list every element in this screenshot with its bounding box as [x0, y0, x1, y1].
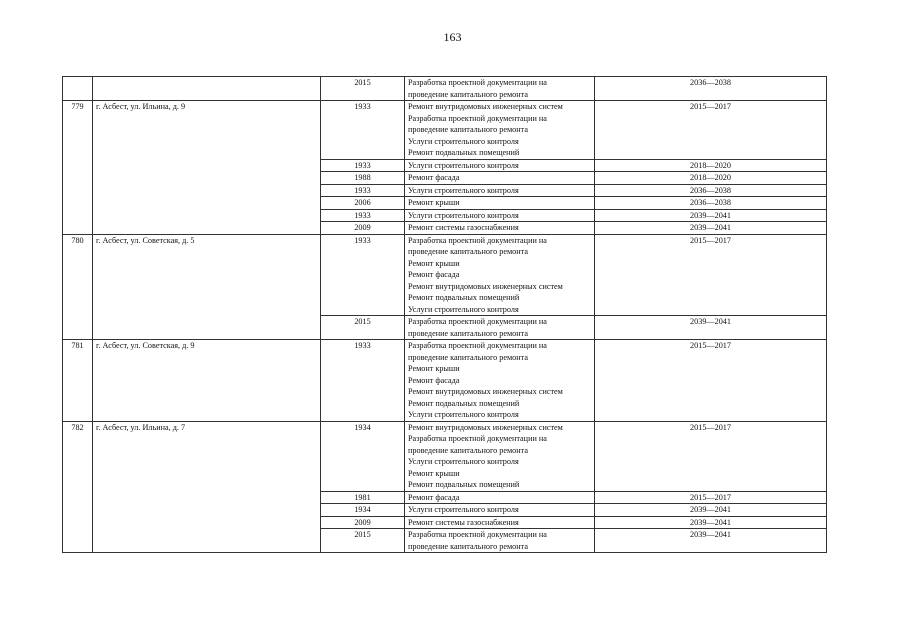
work-line: Ремонт системы газоснабжения — [408, 517, 519, 527]
work-line: проведение капитального ремонта — [408, 247, 528, 256]
period-cell: 2039—2041 — [595, 222, 827, 235]
works-cell — [405, 234, 595, 316]
year-cell: 1981 — [321, 491, 405, 504]
period-cell: 2015—2017 — [595, 491, 827, 504]
object-number-cell: 781 — [63, 340, 93, 422]
work-line: Ремонт крыши — [408, 468, 460, 478]
year-cell: 1933 — [321, 340, 405, 422]
work-line: Услуги строительного контроля — [408, 457, 519, 466]
work-line: Разработка проектной документации на — [408, 235, 547, 245]
work-line: Разработка проектной документации на — [408, 341, 547, 350]
table-row — [63, 77, 827, 101]
year-cell: 1933 — [321, 234, 405, 316]
period-cell: 2018—2020 — [595, 159, 827, 172]
works-cell — [405, 421, 595, 491]
period-cell: 2036—2038 — [595, 77, 827, 101]
table-row — [63, 421, 827, 491]
year-cell: 2015 — [321, 77, 405, 101]
work-line: Ремонт внутридомовых инженерных систем — [408, 387, 563, 396]
work-line: Услуги строительного контроля — [408, 160, 519, 170]
period-cell: 2015—2017 — [595, 421, 827, 491]
year-cell: 2015 — [321, 316, 405, 340]
work-line: Ремонт фасада — [408, 173, 460, 182]
work-line: Ремонт крыши — [408, 198, 460, 207]
work-line: Ремонт подвальных помещений — [408, 480, 520, 489]
year-cell: 2009 — [321, 222, 405, 235]
period-cell: 2018—2020 — [595, 172, 827, 185]
work-line: проведение капитального ремонта — [408, 328, 528, 338]
work-line: проведение капитального ремонта — [408, 125, 528, 134]
address-cell: г. Асбест, ул. Советская, д. 5 — [93, 234, 321, 340]
works-cell — [405, 172, 595, 185]
work-line: Ремонт подвальных помещений — [408, 148, 520, 157]
works-cell — [405, 340, 595, 422]
year-cell: 2009 — [321, 516, 405, 529]
work-line: Ремонт крыши — [408, 364, 460, 373]
works-cell — [405, 101, 595, 160]
work-line: Ремонт внутридомовых инженерных систем — [408, 281, 563, 291]
period-cell: 2015—2017 — [595, 234, 827, 316]
work-line: Услуги строительного контроля — [408, 185, 519, 195]
year-cell: 1988 — [321, 172, 405, 185]
work-line: Разработка проектной документации на — [408, 113, 547, 123]
period-cell: 2039—2041 — [595, 504, 827, 517]
object-number-cell: 779 — [63, 101, 93, 235]
work-line: Услуги строительного контроля — [408, 210, 519, 220]
work-line: Разработка проектной документации на — [408, 530, 547, 539]
year-cell: 2006 — [321, 197, 405, 210]
work-line: Услуги строительного контроля — [408, 136, 519, 146]
address-cell: г. Асбест, ул. Советская, д. 9 — [93, 340, 321, 422]
work-line: Ремонт фасада — [408, 492, 460, 502]
year-cell: 1933 — [321, 159, 405, 172]
work-line: Ремонт подвальных помещений — [408, 398, 520, 408]
page-number: 163 — [443, 30, 462, 44]
works-cell — [405, 316, 595, 340]
work-line: Услуги строительного контроля — [408, 410, 519, 419]
period-cell: 2039—2041 — [595, 529, 827, 553]
address-cell — [93, 77, 321, 101]
period-cell: 2015—2017 — [595, 340, 827, 422]
work-line: Разработка проектной документации на — [408, 317, 547, 326]
work-line: проведение капитального ремонта — [408, 352, 528, 362]
works-cell — [405, 491, 595, 504]
address-cell: г. Асбест, ул. Ильина, д. 7 — [93, 421, 321, 553]
works-cell — [405, 516, 595, 529]
year-cell: 1933 — [321, 101, 405, 160]
table-row — [63, 101, 827, 160]
year-cell: 1934 — [321, 421, 405, 491]
work-line: Разработка проектной документации на — [408, 78, 547, 87]
object-number-cell: 780 — [63, 234, 93, 340]
works-cell — [405, 159, 595, 172]
work-line: проведение капитального ремонта — [408, 541, 528, 551]
work-line: проведение капитального ремонта — [408, 445, 528, 455]
works-cell — [405, 197, 595, 210]
work-line: Ремонт фасада — [408, 375, 460, 385]
period-cell: 2036—2038 — [595, 184, 827, 197]
work-line: Ремонт системы газоснабжения — [408, 223, 519, 232]
table-row — [63, 340, 827, 422]
year-cell: 1933 — [321, 184, 405, 197]
period-cell: 2039—2041 — [595, 209, 827, 222]
work-line: Разработка проектной документации на — [408, 434, 547, 443]
works-cell — [405, 504, 595, 517]
work-line: Ремонт фасада — [408, 270, 460, 279]
work-line: Ремонт внутридомовых инженерных систем — [408, 102, 563, 111]
table-row — [63, 234, 827, 316]
works-cell — [405, 222, 595, 235]
works-cell — [405, 184, 595, 197]
work-line: проведение капитального ремонта — [408, 89, 528, 99]
work-line: Ремонт крыши — [408, 258, 460, 268]
object-number-cell — [63, 77, 93, 101]
work-line: Ремонт внутридомовых инженерных систем — [408, 422, 563, 432]
year-cell: 1933 — [321, 209, 405, 222]
period-cell: 2015—2017 — [595, 101, 827, 160]
year-cell: 1934 — [321, 504, 405, 517]
object-number-cell: 782 — [63, 421, 93, 553]
period-cell: 2039—2041 — [595, 316, 827, 340]
period-cell: 2039—2041 — [595, 516, 827, 529]
address-cell: г. Асбест, ул. Ильина, д. 9 — [93, 101, 321, 235]
work-line: Ремонт подвальных помещений — [408, 293, 520, 302]
work-line: Услуги строительного контроля — [408, 505, 519, 514]
works-cell — [405, 529, 595, 553]
work-line: Услуги строительного контроля — [408, 304, 519, 314]
works-cell — [405, 209, 595, 222]
works-cell — [405, 77, 595, 101]
year-cell: 2015 — [321, 529, 405, 553]
capital-repair-table — [62, 76, 827, 553]
period-cell: 2036—2038 — [595, 197, 827, 210]
